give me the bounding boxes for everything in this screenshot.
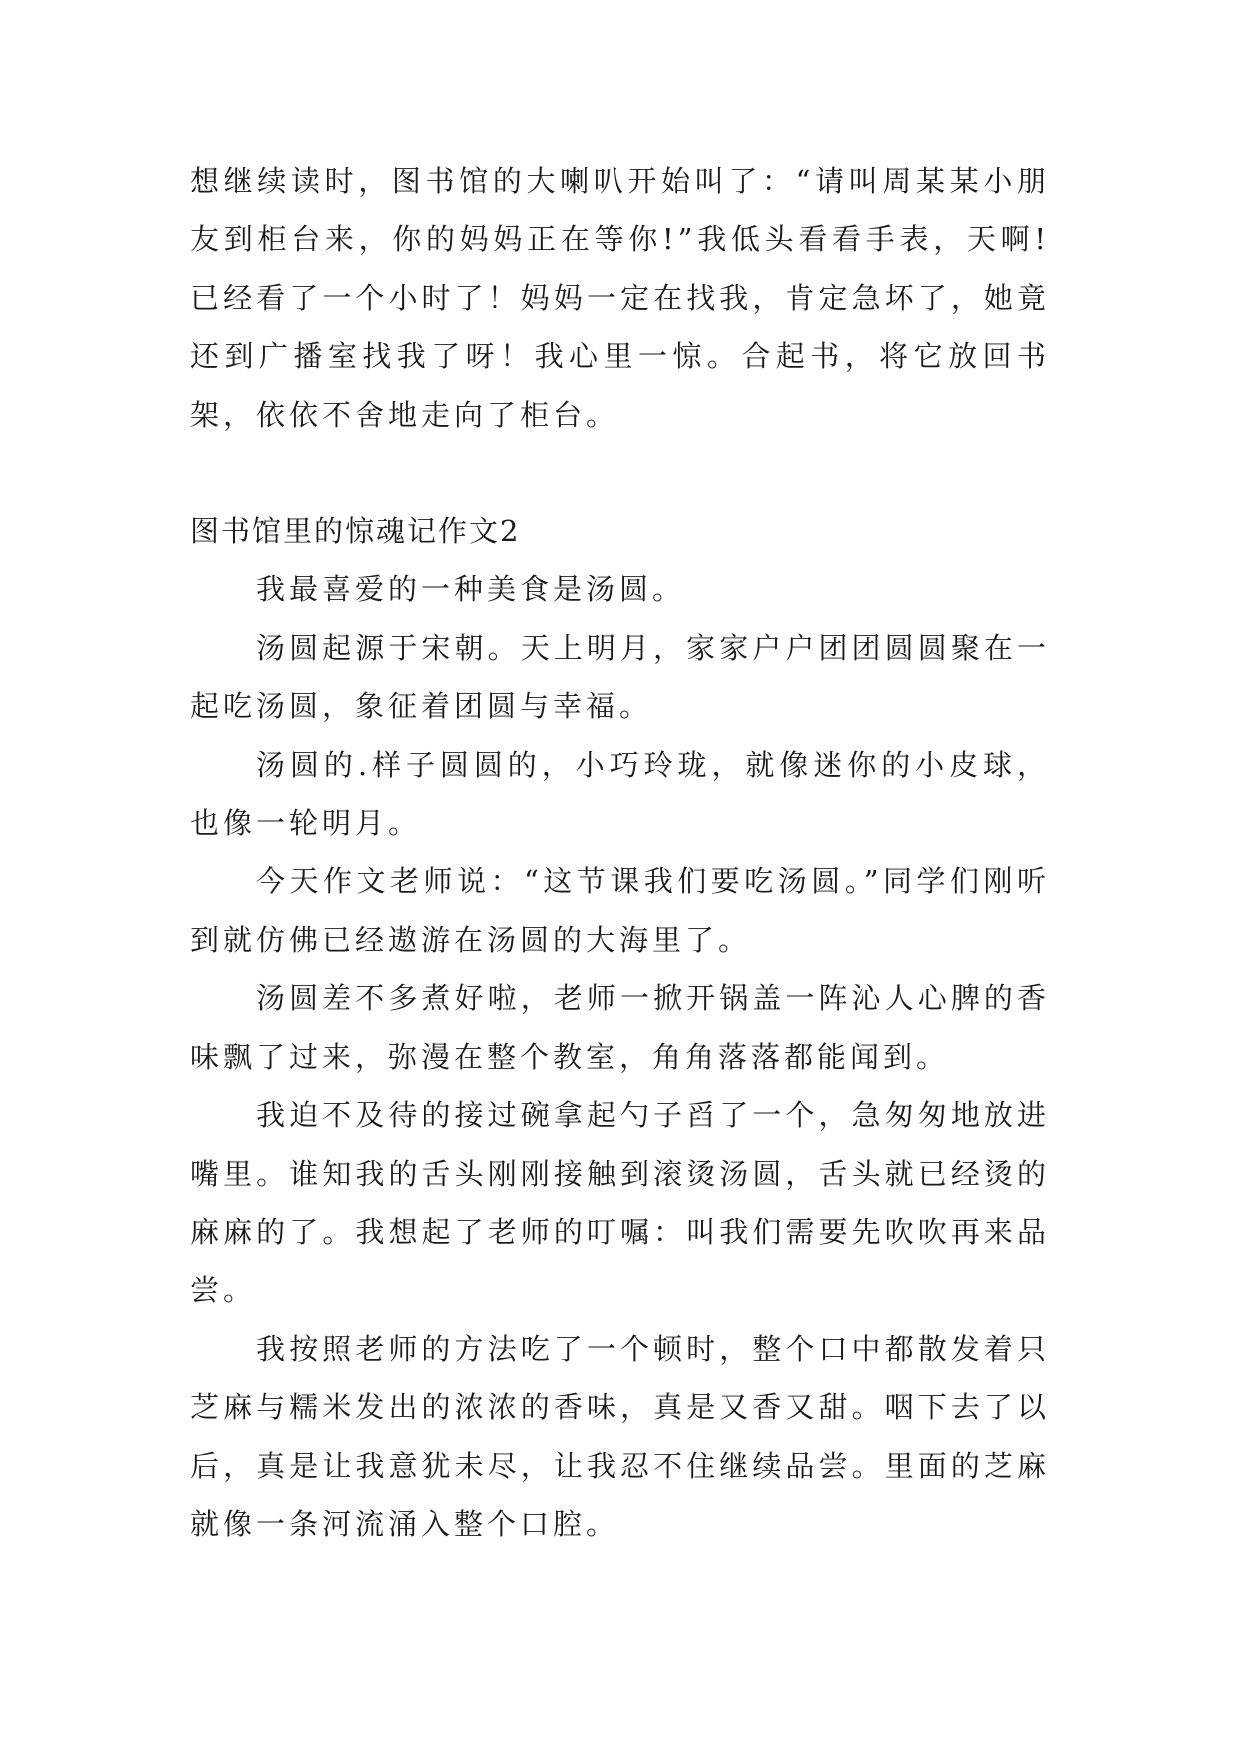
paragraph: 今天作文老师说：“这节课我们要吃汤圆。”同学们刚听到就仿佛已经遨游在汤圆的大海里了。	[190, 864, 1050, 957]
section-title: 图书馆里的惊魂记作文2	[190, 514, 521, 549]
intro-paragraph: 想继续读时，图书馆的大喇叭开始叫了：“请叫周某某小朋友到柜台来，你的妈妈正在等你!”我低头看看手表，天啊!已经看了一个小时了！妈妈一定在找我，肯定急坏了，她竟还到广播室找我了呀！我心里一惊。合起书，将它放回书架，依依不舍地走向了柜台。	[190, 164, 1050, 432]
paragraph: 汤圆起源于宋朝。天上明月，家家户户团团圆圆聚在一起吃汤圆，象征着团圆与幸福。	[190, 630, 1050, 724]
document-body	[190, 152, 1050, 1553]
paragraph: 汤圆差不多煮好啦，老师一掀开锅盖一阵沁人心脾的香味飘了过来，弥漫在整个教室，角角落落都能闻到。	[190, 981, 1050, 1074]
paragraph: 汤圆的.样子圆圆的，小巧玲珑，就像迷你的小皮球，也像一轮明月。	[190, 747, 1050, 841]
paragraph: 我最喜爱的一种美食是汤圆。	[256, 572, 686, 607]
paragraph: 我迫不及待的接过碗拿起勺子舀了一个，急匆匆地放进嘴里。谁知我的舌头刚刚接触到滚烫汤圆，舌头就已经烫的麻麻的了。我想起了老师的叮嘱：叫我们需要先吹吹再来品尝。	[190, 1098, 1050, 1308]
paragraph: 我按照老师的方法吃了一个顿时，整个口中都散发着只芝麻与糯米发出的浓浓的香味，真是又香又甜。咽下去了以后，真是让我意犹未尽，让我忍不住继续品尝。里面的芝麻就像一条河流涌入整个口腔。	[190, 1331, 1050, 1541]
